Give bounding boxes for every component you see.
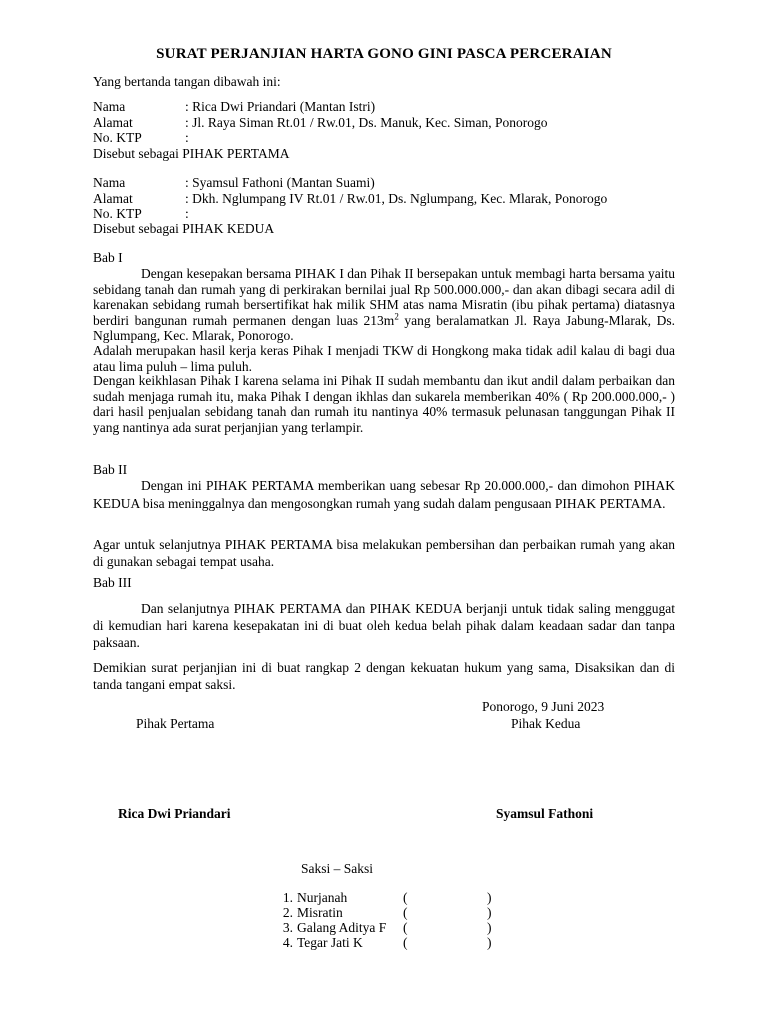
party2-name-row <box>93 175 693 191</box>
witness-row <box>263 920 492 936</box>
witness-name: Misratin <box>297 905 343 920</box>
party1-address-row <box>93 115 693 131</box>
sign-label-pihak-pertama: Pihak Pertama <box>136 716 215 731</box>
intro-text: Yang bertanda tangan dibawah ini: <box>93 74 281 89</box>
witness-sign-close: ) <box>487 920 492 935</box>
sign-label-pihak-kedua: Pihak Kedua <box>511 716 581 731</box>
party1-address-label: Alamat <box>93 115 133 130</box>
witness-sign-close: ) <box>487 890 492 905</box>
witness-row <box>263 935 492 951</box>
witness-row <box>263 905 492 921</box>
bab1-heading: Bab I <box>93 250 123 265</box>
witness-sign-open: ( <box>403 890 408 905</box>
witness-sign-open: ( <box>403 935 408 950</box>
place-date: Ponorogo, 9 Juni 2023 <box>482 699 605 714</box>
bab3-paragraph-1: Dan selanjutnya PIHAK PERTAMA dan PIHAK KEDUA berjanji untuk tidak saling menggugat di kemudian hari karena kesepakatan ini di buat oleh kedua belah pihak dalam keadaan sadar dan tanpa paksaan. <box>93 601 675 650</box>
witness-name: Tegar Jati K <box>297 935 363 950</box>
bab1-paragraph-2: Adalah merupakan hasil kerja keras Pihak I menjadi TKW di Hongkong maka tidak adil kalau di bagi dua atau lima puluh – lima puluh. <box>93 343 675 374</box>
bab2-paragraph-2: Agar untuk selanjutnya PIHAK PERTAMA bisa melakukan pembersihan dan perbaikan rumah yang akan di gunakan sebagai tempat usaha. <box>93 537 675 569</box>
bab1-paragraph-3: Dengan keikhlasan Pihak I karena selama ini Pihak II sudah membantu dan ikut andil dalam perbaikan dan sudah menjaga rumah itu, maka Pihak I dengan ikhlas dan sukarela memberikan 40% ( Rp 200.000.000,- ) dari hasil penjualan sebidang tanah dan rumah itu nantinya 40% termasuk pelunasan tanggungan Pihak II yang nantinya ada surat perjanjian yang terlampir. <box>93 373 675 435</box>
bab2-heading: Bab II <box>93 462 128 477</box>
party1-ktp-label: No. KTP <box>93 130 142 145</box>
witness-sign-open: ( <box>403 920 408 935</box>
party1-address-value: : Jl. Raya Siman Rt.01 / Rw.01, Ds. Manuk, Kec. Siman, Ponorogo <box>185 115 548 130</box>
party1-designation: Disebut sebagai PIHAK PERTAMA <box>93 146 290 161</box>
witness-sign-open: ( <box>403 905 408 920</box>
witness-row <box>263 890 492 906</box>
bab1-paragraph-1 <box>93 266 675 344</box>
party2-name-value: : Syamsul Fathoni (Mantan Suami) <box>185 175 375 190</box>
party2-address-label: Alamat <box>93 191 133 206</box>
party1-name-row <box>93 99 693 115</box>
party2-ktp-label: No. KTP <box>93 206 142 221</box>
witness-name: Galang Aditya F <box>297 920 387 935</box>
witness-number: 4. <box>282 935 293 950</box>
party1-ktp-value: : <box>185 130 189 145</box>
witness-sign-close: ) <box>487 935 492 950</box>
party2-ktp-row <box>93 206 693 222</box>
party2-ktp-value: : <box>185 206 189 221</box>
bab1-p1-text-end: yang beralamatkan Jl. Raya Jabung-Mlarak, Ds. Nglumpang, Kec. Mlarak, Ponorogo. <box>93 312 675 343</box>
bab1-p1-text: Dengan kesepakan bersama PIHAK I dan Pihak II bersepakan untuk membagi harta bersama yaitu sebidang tanah dan rumah yang di perkirakan bernilai jual Rp 500.000.000,- dan akan dibagi secara adil di karenakan sebidang rumah bersertifikat hak milik SHM atas nama Misratin (ibu pihak pertama) diatasnya berdiri bangunan rumah permanen dengan luas 213m <box>93 266 675 328</box>
party2-name-label: Nama <box>93 175 126 190</box>
party1-name-value: : Rica Dwi Priandari (Mantan Istri) <box>185 99 376 114</box>
bab3-heading: Bab III <box>93 575 132 590</box>
witness-name: Nurjanah <box>297 890 348 905</box>
party2-address-value: : Dkh. Nglumpang IV Rt.01 / Rw.01, Ds. Nglumpang, Kec. Mlarak, Ponorogo <box>185 191 608 206</box>
witness-number: 2. <box>282 905 293 920</box>
party2-designation: Disebut sebagai PIHAK KEDUA <box>93 221 275 236</box>
signer-name-pihak-pertama: Rica Dwi Priandari <box>118 806 231 821</box>
bab1-p1-superscript: 2 <box>394 311 399 321</box>
witness-title: Saksi – Saksi <box>301 861 374 876</box>
witness-number: 3. <box>282 920 293 935</box>
witness-sign-close: ) <box>487 905 492 920</box>
party2-address-row <box>93 191 693 207</box>
signer-name-pihak-kedua: Syamsul Fathoni <box>496 806 594 821</box>
party1-name-label: Nama <box>93 99 126 114</box>
bab2-paragraph-1: Dengan ini PIHAK PERTAMA memberikan uang sebesar Rp 20.000.000,- dan dimohon PIHAK KEDUA bisa meninggalnya dan mengosongkan rumah yang sudah dalam pengusaan PIHAK PERTAMA. <box>93 478 675 511</box>
bab3-paragraph-2: Demikian surat perjanjian ini di buat rangkap 2 dengan kekuatan hukum yang sama, Disaksikan dan di tanda tangani empat saksi. <box>93 660 675 692</box>
document-title: SURAT PERJANJIAN HARTA GONO GINI PASCA PERCERAIAN <box>156 46 612 62</box>
witness-number: 1. <box>282 890 293 905</box>
party1-ktp-row <box>93 130 693 146</box>
